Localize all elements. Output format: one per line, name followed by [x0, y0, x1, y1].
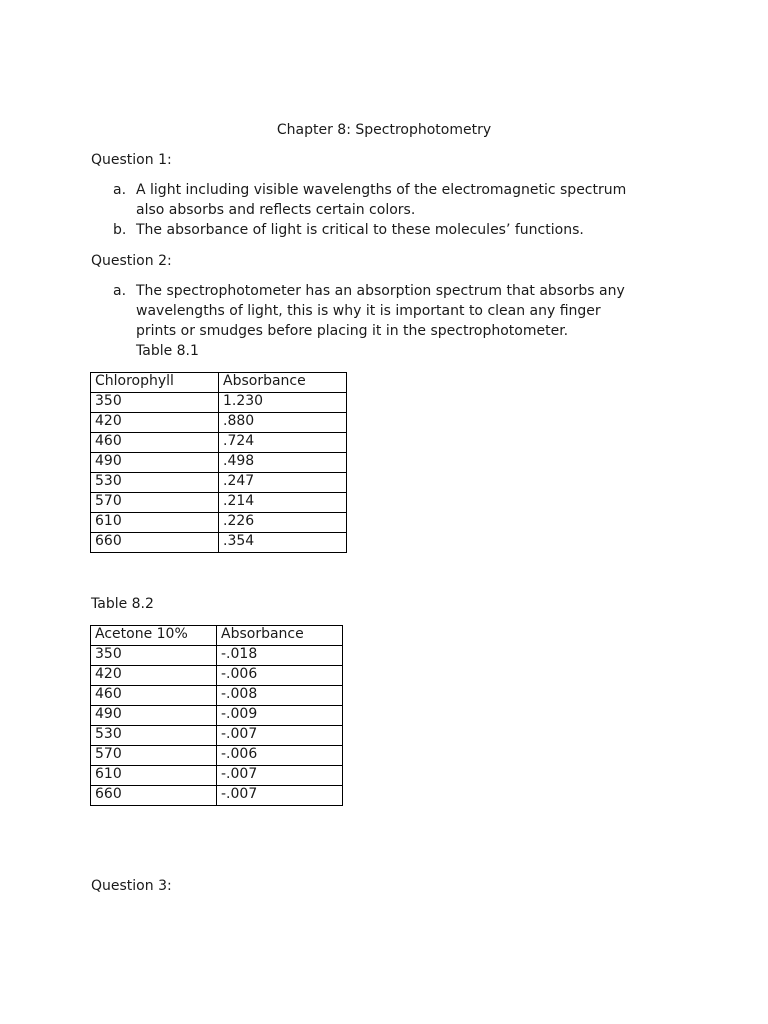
table-cell: 610 — [91, 513, 219, 533]
list-line: prints or smudges before placing it in the spectrophotometer. — [136, 323, 569, 339]
table-cell: 420 — [91, 666, 217, 686]
table-row — [91, 706, 343, 726]
list-line: A light including visible wavelengths of the electromagnetic spectrum — [136, 182, 627, 198]
table-row — [91, 726, 343, 746]
table-8-1 — [90, 372, 347, 553]
table-row — [91, 533, 347, 553]
table-cell: -.009 — [217, 706, 343, 726]
table-row — [91, 413, 347, 433]
list-marker: a. — [113, 283, 127, 299]
table-row — [91, 666, 343, 686]
table-row — [91, 433, 347, 453]
table-cell: -.007 — [217, 786, 343, 806]
table-header-cell: Chlorophyll — [91, 373, 219, 393]
table-cell: 660 — [91, 786, 217, 806]
table-8-1-caption: Table 8.1 — [136, 343, 199, 359]
table-header-row — [91, 626, 343, 646]
table-cell: 530 — [91, 473, 219, 493]
table-row — [91, 746, 343, 766]
table-cell: .247 — [219, 473, 347, 493]
table-8-2-caption: Table 8.2 — [91, 596, 154, 612]
list-item — [91, 220, 691, 240]
table-cell: -.018 — [217, 646, 343, 666]
table-header-cell: Absorbance — [219, 373, 347, 393]
table-row — [91, 473, 347, 493]
list-line: The absorbance of light is critical to these molecules’ functions. — [136, 222, 584, 238]
table-cell: -.007 — [217, 726, 343, 746]
table-cell: -.007 — [217, 766, 343, 786]
table-row — [91, 513, 347, 533]
table-cell: 490 — [91, 706, 217, 726]
table-row — [91, 646, 343, 666]
list-item — [91, 281, 691, 341]
table-cell: .226 — [219, 513, 347, 533]
table-cell: 660 — [91, 533, 219, 553]
table-cell: 420 — [91, 413, 219, 433]
table-row — [91, 686, 343, 706]
list-line: wavelengths of light, this is why it is important to clean any finger — [136, 303, 601, 319]
table-cell: 350 — [91, 646, 217, 666]
list-item — [91, 180, 691, 220]
table-row — [91, 393, 347, 413]
table-row — [91, 786, 343, 806]
list-line: also absorbs and reflects certain colors. — [136, 202, 416, 218]
table-header-row — [91, 373, 347, 393]
table-cell: 610 — [91, 766, 217, 786]
table-header-cell: Absorbance — [217, 626, 343, 646]
table-cell: .354 — [219, 533, 347, 553]
table-cell: 460 — [91, 686, 217, 706]
table-row — [91, 453, 347, 473]
table-cell: 350 — [91, 393, 219, 413]
question-2-heading: Question 2: — [91, 253, 172, 269]
table-cell: -.006 — [217, 666, 343, 686]
table-row — [91, 493, 347, 513]
question-2-list — [91, 281, 691, 341]
table-cell: 570 — [91, 493, 219, 513]
page-title: Chapter 8: Spectrophotometry — [276, 122, 492, 138]
table-cell: 530 — [91, 726, 217, 746]
table-row — [91, 766, 343, 786]
table-cell: .880 — [219, 413, 347, 433]
list-marker: b. — [113, 222, 127, 238]
question-3-heading: Question 3: — [91, 878, 172, 894]
table-cell: 460 — [91, 433, 219, 453]
table-8-2 — [90, 625, 343, 806]
question-1-list — [91, 180, 691, 240]
table-cell: .498 — [219, 453, 347, 473]
list-line: The spectrophotometer has an absorption spectrum that absorbs any — [136, 283, 625, 299]
question-1-heading: Question 1: — [91, 152, 172, 168]
table-cell: 570 — [91, 746, 217, 766]
table-header-cell: Acetone 10% — [91, 626, 217, 646]
table-cell: .724 — [219, 433, 347, 453]
table-cell: .214 — [219, 493, 347, 513]
list-marker: a. — [113, 182, 127, 198]
table-cell: -.006 — [217, 746, 343, 766]
table-cell: 490 — [91, 453, 219, 473]
table-cell: 1.230 — [219, 393, 347, 413]
table-cell: -.008 — [217, 686, 343, 706]
